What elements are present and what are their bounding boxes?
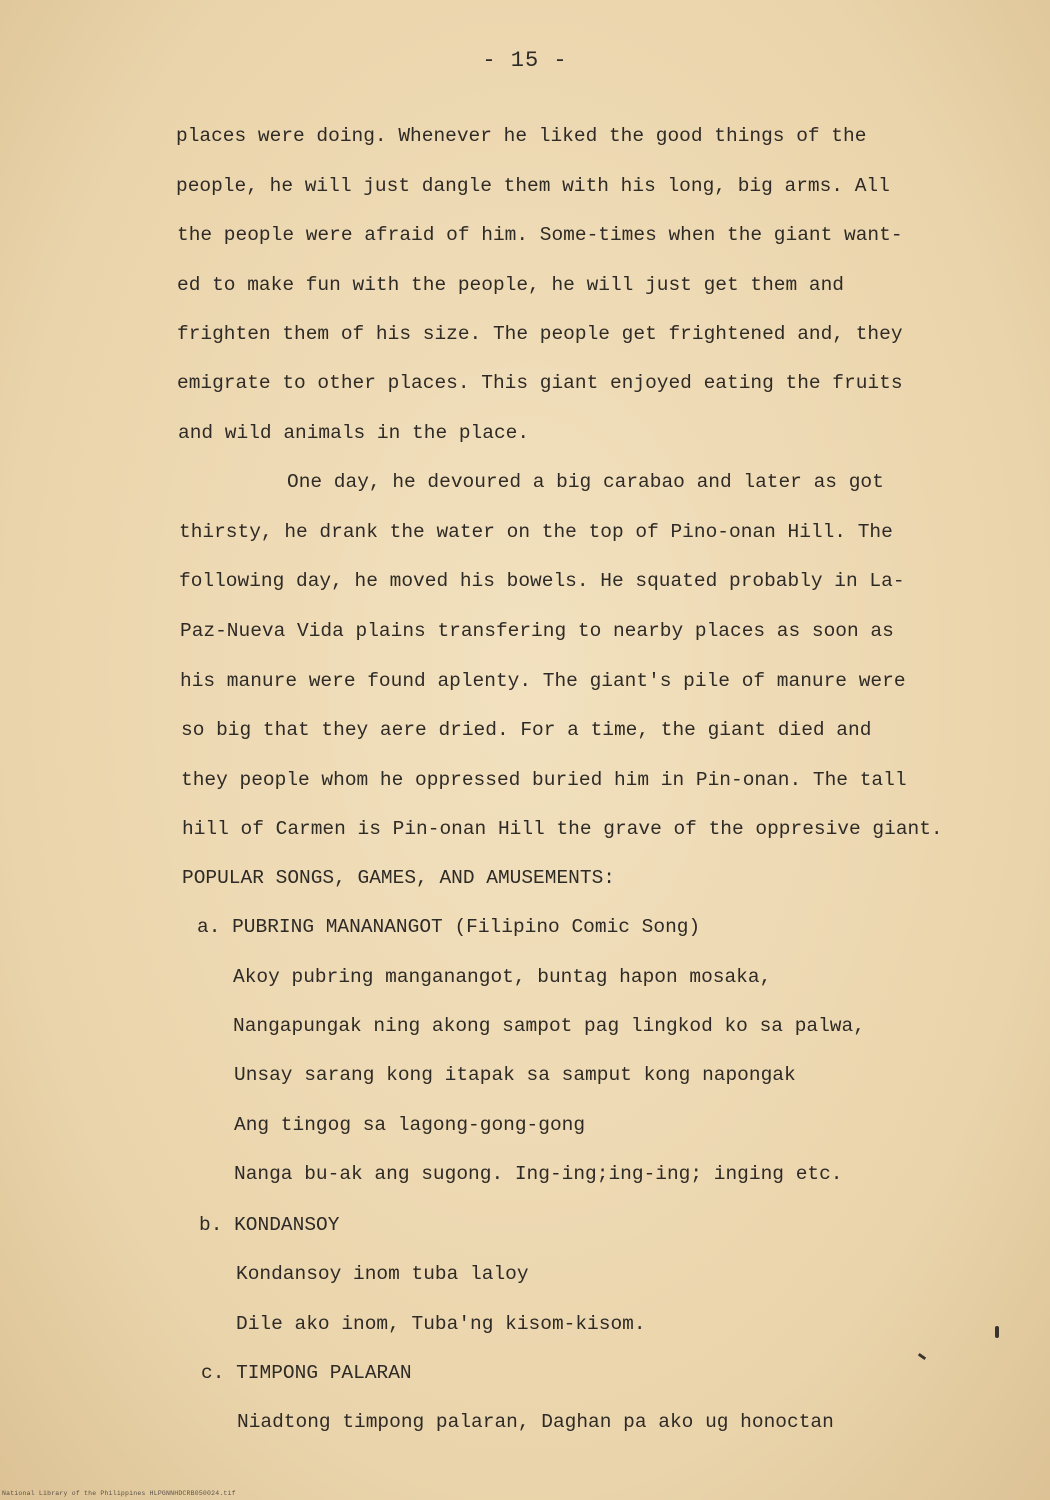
body-line-15: hill of Carmen is Pin-onan Hill the grave of the oppresive giant. xyxy=(182,818,943,840)
body-line-7: and wild animals in the place. xyxy=(178,422,530,444)
body-line-9: thirsty, he drank the water on the top of Pino-onan Hill. The xyxy=(179,521,893,543)
song-c-lyric-1: Niadtong timpong palaran, Daghan pa ako ug honoctan xyxy=(237,1411,834,1433)
body-line-3: the people were afraid of him. Some-times when the giant want- xyxy=(177,224,903,246)
song-b-lyric-2: Dile ako inom, Tuba'ng kisom-kisom. xyxy=(236,1313,646,1335)
body-line-1: places were doing. Whenever he liked the good things of the xyxy=(176,125,867,147)
body-line-6: emigrate to other places. This giant enjoyed eating the fruits xyxy=(177,372,903,394)
ink-mark xyxy=(995,1326,999,1338)
song-a-lyric-2: Nangapungak ning akong sampot pag lingkod ko sa palwa, xyxy=(233,1015,865,1037)
song-label-b: b. KONDANSOY xyxy=(199,1214,340,1236)
archive-footer: National Library of the Philippines HLPGNNHDCRB050024.tif xyxy=(2,1490,236,1497)
page-number: - 15 - xyxy=(482,48,568,73)
body-line-4: ed to make fun with the people, he will just get them and xyxy=(177,274,845,296)
song-b-lyric-1: Kondansoy inom tuba laloy xyxy=(236,1263,529,1285)
body-line-14: they people whom he oppressed buried him in Pin-onan. The tall xyxy=(181,769,907,791)
body-line-11: Paz-Nueva Vida plains transfering to nearby places as soon as xyxy=(180,620,894,642)
song-label-c: c. TIMPONG PALARAN xyxy=(201,1362,412,1384)
song-label-a: a. PUBRING MANANANGOT (Filipino Comic Song) xyxy=(197,916,701,938)
body-line-13: so big that they aere dried. For a time, the giant died and xyxy=(181,719,872,741)
ink-mark xyxy=(918,1353,926,1360)
body-line-8: One day, he devoured a big carabao and later as got xyxy=(287,471,884,493)
song-a-lyric-5: Nanga bu-ak ang sugong. Ing-ing;ing-ing; inging etc. xyxy=(234,1163,843,1185)
body-line-5: frighten them of his size. The people get frightened and, they xyxy=(177,323,903,345)
body-line-2: people, he will just dangle them with his long, big arms. All xyxy=(176,175,890,197)
song-a-lyric-4: Ang tingog sa lagong-gong-gong xyxy=(234,1114,586,1136)
song-a-lyric-3: Unsay sarang kong itapak sa samput kong napongak xyxy=(234,1064,796,1086)
body-line-12: his manure were found aplenty. The giant's pile of manure were xyxy=(180,670,906,692)
song-a-lyric-1: Akoy pubring manganangot, buntag hapon mosaka, xyxy=(233,966,772,988)
body-line-10: following day, he moved his bowels. He squated probably in La- xyxy=(179,570,905,592)
section-heading: POPULAR SONGS, GAMES, AND AMUSEMENTS: xyxy=(182,867,615,889)
